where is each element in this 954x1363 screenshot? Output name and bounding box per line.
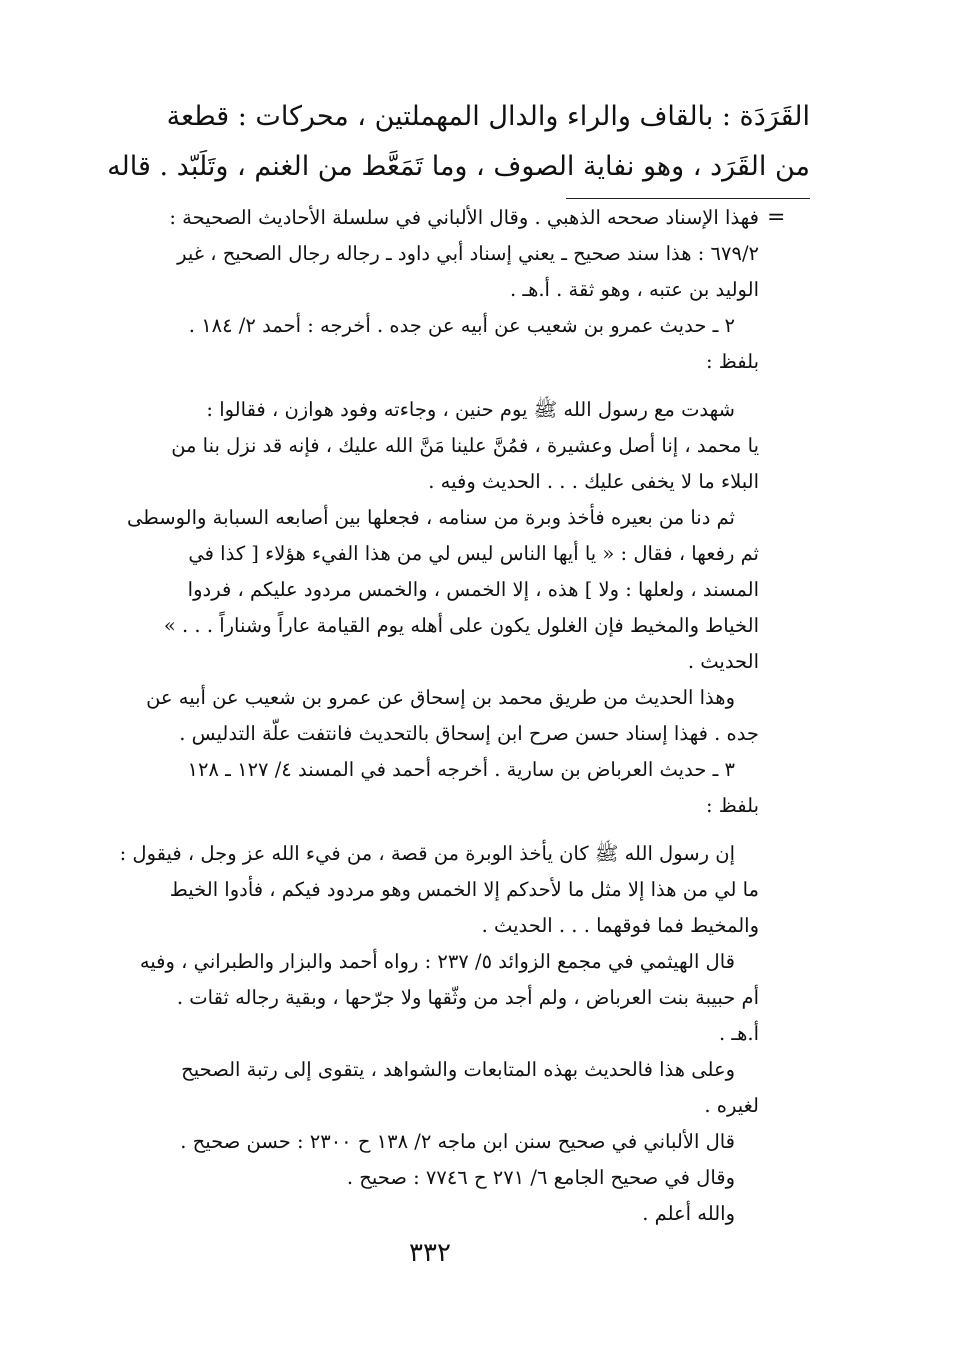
main-text-line: القَرَدَة : بالقاف والراء والدال المهملتين ، محركات : قطعة xyxy=(166,101,810,132)
footnote-line: شهدت مع رسول الله ﷺ يوم حنين ، وجاءته وفود هوازن ، فقالوا : xyxy=(206,398,735,421)
main-text-line: من القَرَد ، وهو نفاية الصوف ، وما تَمَعَّط من الغنم ، وتَلَبّد . قاله xyxy=(107,151,810,182)
footnote-line: ٦٧٩/٢ : هذا سند صحيح ـ يعني إسناد أبي داود ـ رجاله رجال الصحيح ، غير xyxy=(177,242,759,265)
footnote-line: يا محمد ، إنا أصل وعشيرة ، فمُنَّ علينا مَنَّ الله عليك ، فإنه قد نزل بنا من xyxy=(171,434,759,457)
footnote-line: فهذا الإسناد صححه الذهبي . وقال الألباني في سلسلة الأحاديث الصحيحة : xyxy=(169,206,759,229)
footnote-line: لغيره . xyxy=(704,1094,759,1117)
footnote-line: أم حبيبة بنت العرباض ، ولم أجد من وثّقها ولا جرّحها ، وبقية رجاله ثقات . xyxy=(176,986,759,1009)
footnote-line: والمخيط فما فوقهما . . . الحديث . xyxy=(481,914,759,937)
page-number: ٣٣٢ xyxy=(409,1238,451,1268)
footnote-line: وهذا الحديث من طريق محمد بن إسحاق عن عمرو بن شعيب عن أبيه عن xyxy=(146,686,735,709)
footnote-continuation-mark: = xyxy=(767,205,786,230)
footnote-line: ٣ ـ حديث العرباض بن سارية . أخرجه أحمد في المسند ٤/ ١٢٧ ـ ١٢٨ xyxy=(187,758,735,781)
footnote-line: بلفظ : xyxy=(705,794,759,817)
footnote-line: أ.هـ . xyxy=(718,1022,759,1045)
footnote-line: قال الهيثمي في مجمع الزوائد ٥/ ٢٣٧ : رواه أحمد والبزار والطبراني ، وفيه xyxy=(139,950,735,973)
footnote-line: وعلى هذا فالحديث بهذه المتابعات والشواهد ، يتقوى إلى رتبة الصحيح xyxy=(181,1058,735,1081)
footnote-line: الخياط والمخيط فإن الغلول يكون على أهله يوم القيامة عاراً وشناراً . . . » xyxy=(163,614,759,637)
footnote-separator xyxy=(566,198,810,199)
paragraph-gap xyxy=(105,824,759,836)
footnote-line: جده . فهذا إسناد حسن صرح ابن إسحاق بالتحديث فانتفت علّة التدليس . xyxy=(179,722,759,745)
footnote-line: بلفظ : xyxy=(705,350,759,373)
footnote-line: وقال في صحيح الجامع ٦/ ٢٧١ ح ٧٧٤٦ : صحيح . xyxy=(346,1166,735,1189)
footnote-line: ٢ ـ حديث عمرو بن شعيب عن أبيه عن جده . أخرجه : أحمد ٢/ ١٨٤ . xyxy=(188,314,735,337)
footnote-line: والله أعلم . xyxy=(642,1202,735,1225)
footnote-line: إن رسول الله ﷺ كان يأخذ الوبرة من قصة ، من فيء الله عز وجل ، فيقول : xyxy=(119,842,735,865)
footnote-line: البلاء ما لا يخفى عليك . . . الحديث وفيه . xyxy=(428,470,759,493)
footnote-line: المسند ، ولعلها : ولا ] هذه ، إلا الخمس ، والخمس مردود عليكم ، فردوا xyxy=(187,578,759,601)
footnote-line: الوليد بن عتبه ، وهو ثقة . أ.هـ . xyxy=(509,278,759,301)
footnote-line: ثم رفعها ، فقال : « يا أيها الناس ليس لي من هذا الفيء هؤلاء [ كذا في xyxy=(188,542,759,565)
main-text-block xyxy=(105,92,810,192)
footnote-line: ثم دنا من بعيره فأخذ وبرة من سنامه ، فجعلها بين أصابعه السبابة والوسطى xyxy=(126,506,735,529)
footnote-block xyxy=(105,200,759,1232)
footnote-line: قال الألباني في صحيح سنن ابن ماجه ٢/ ١٣٨ ح ٢٣٠٠ : حسن صحيح . xyxy=(180,1130,735,1153)
footnote-line: الحديث . xyxy=(687,650,759,673)
paragraph-gap xyxy=(105,380,759,392)
footnote-line: ما لي من هذا إلا مثل ما لأحدكم إلا الخمس وهو مردود فيكم ، فأدوا الخيط xyxy=(169,878,759,901)
